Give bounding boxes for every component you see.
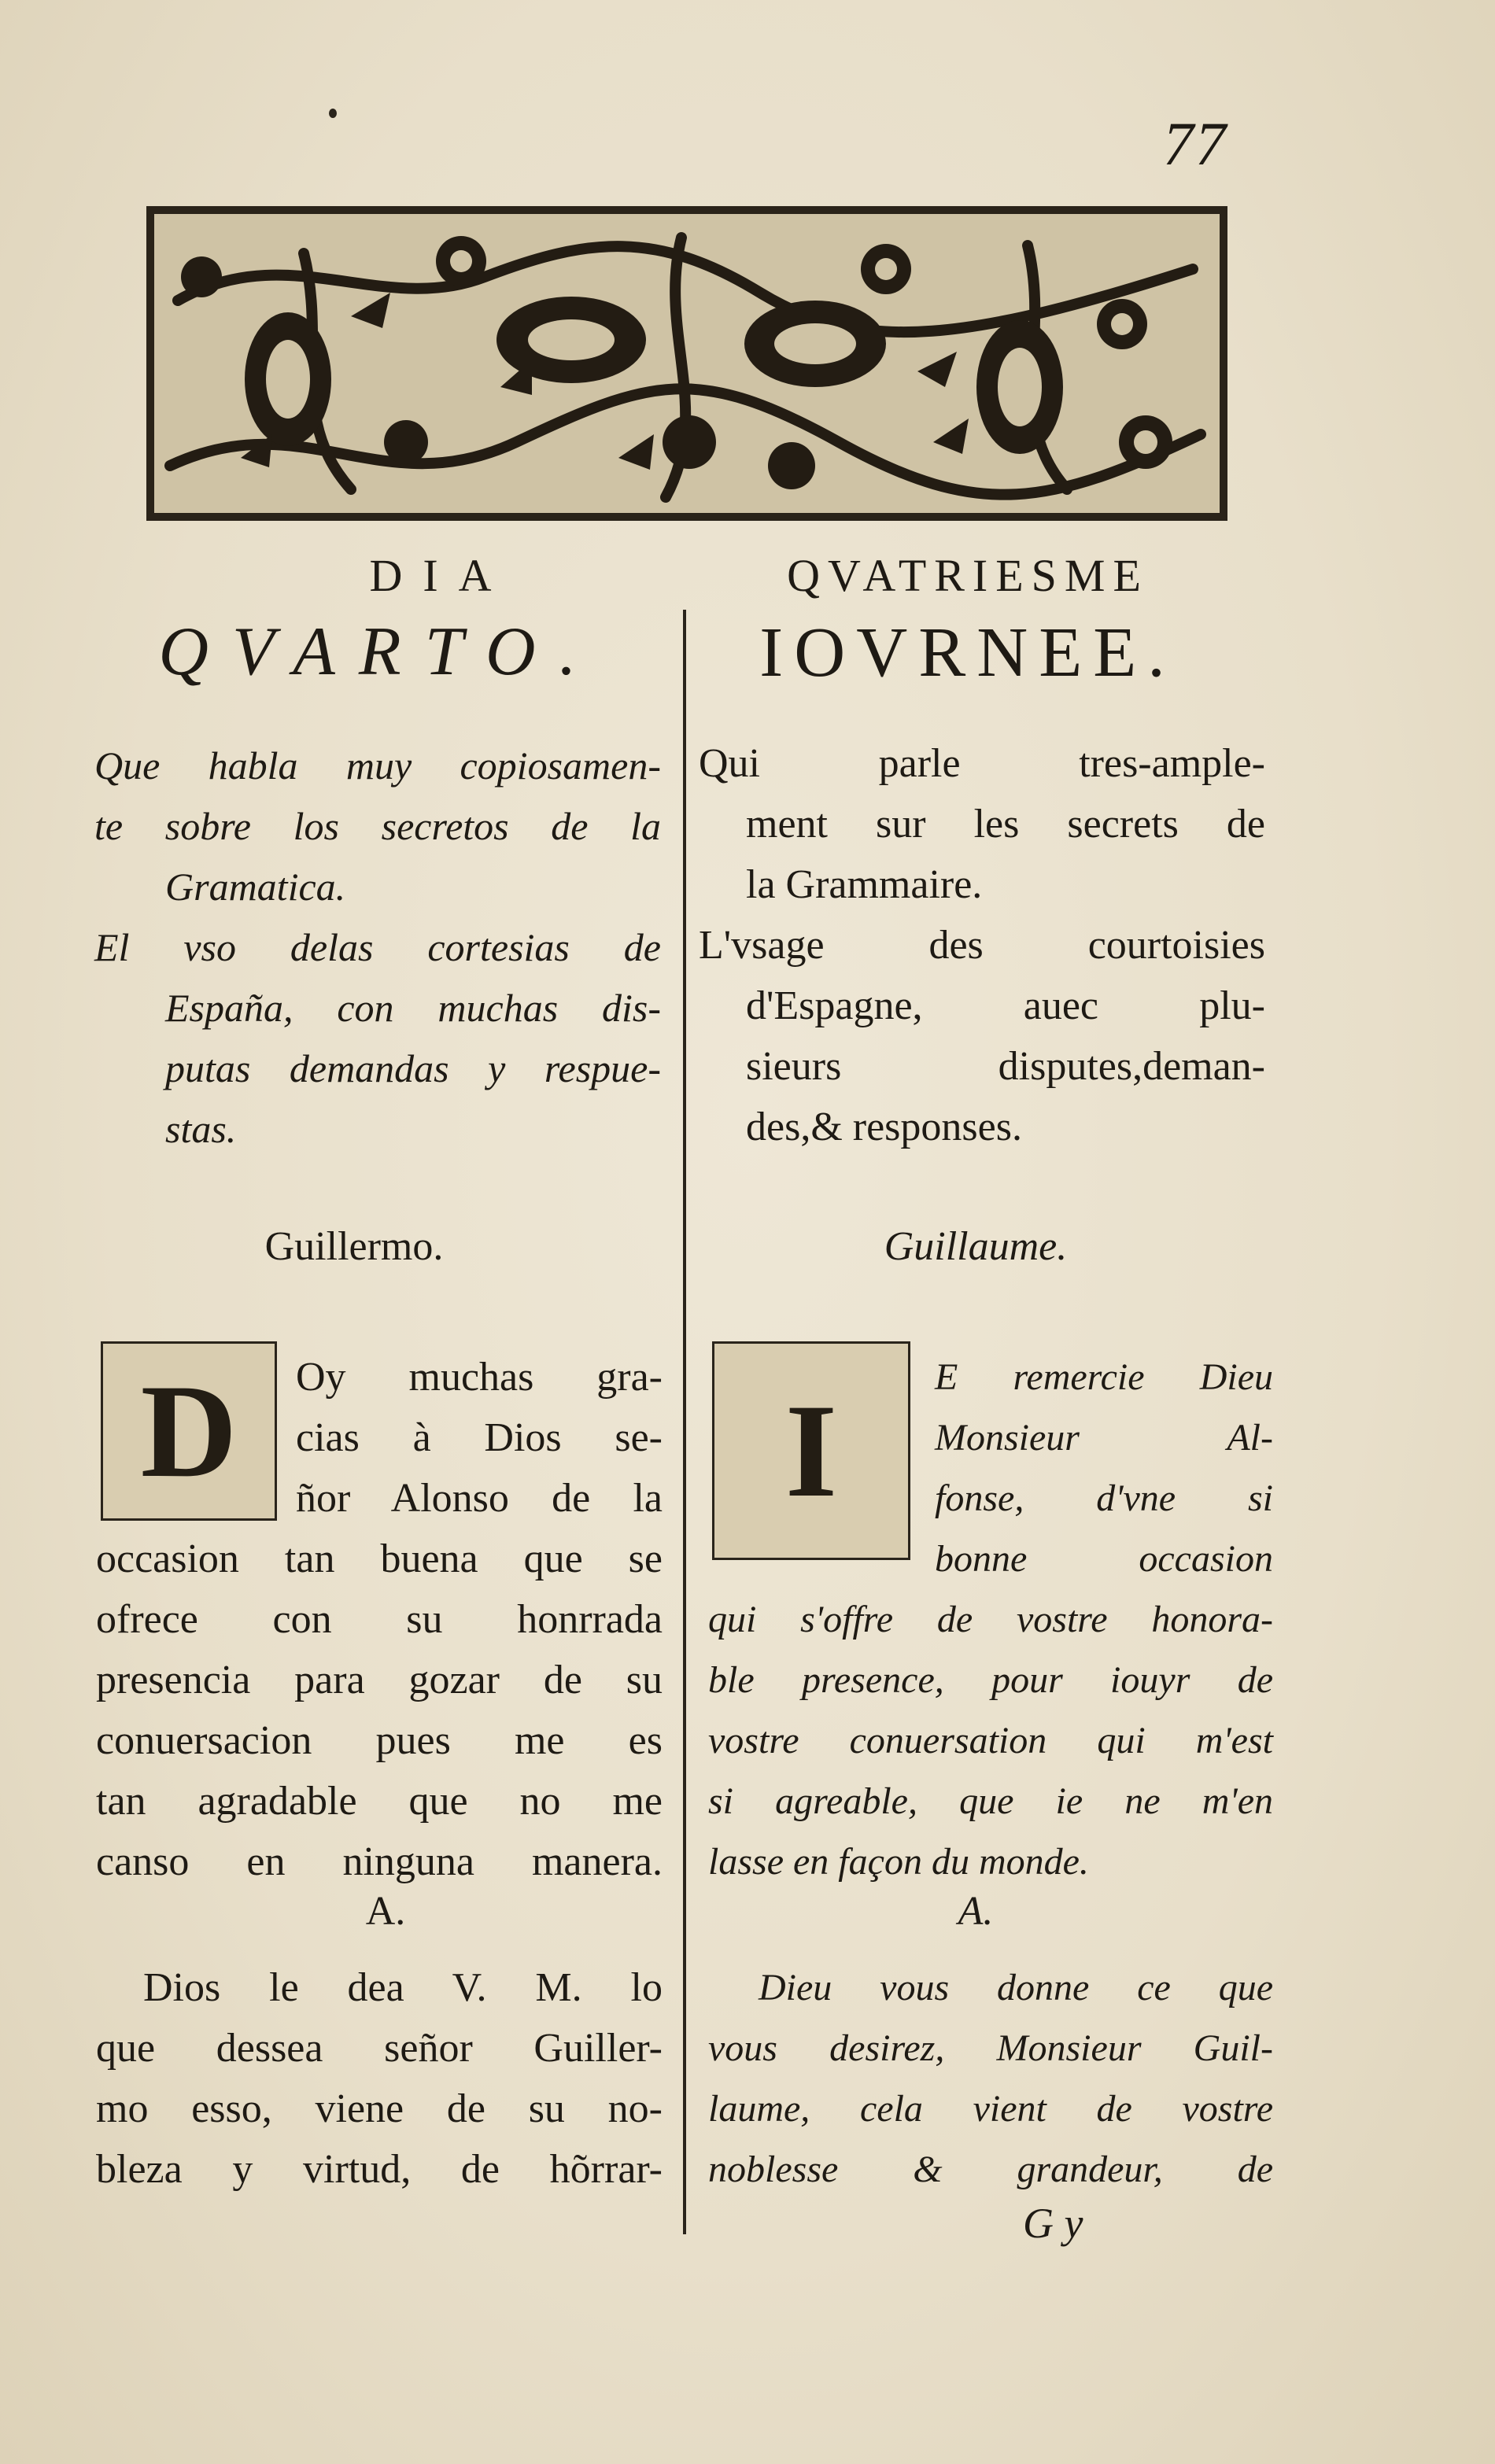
speech-line: fonse, d'vne si bbox=[935, 1477, 1273, 1519]
floral-headpiece-ornament bbox=[146, 206, 1227, 521]
speech-line: occasion tan buena que se bbox=[96, 1536, 663, 1581]
speech-line: ofrece con su honrrada bbox=[96, 1597, 663, 1642]
spanish-heading-fourth: QVARTO. bbox=[158, 614, 600, 690]
summary-line: Qui parle tres-ample- bbox=[699, 741, 1265, 786]
speech-line: Dios le dea V. M. lo bbox=[143, 1965, 663, 2010]
french-heading-fourth: QVATRIESME bbox=[787, 550, 1149, 601]
summary-line: El vso delas cortesias de bbox=[94, 925, 661, 969]
spanish-speaker-a: A. bbox=[365, 1889, 406, 1934]
speech-line: ñor Alonso de la bbox=[296, 1476, 663, 1521]
french-summary bbox=[699, 733, 1265, 1157]
speech-line: vous desirez, Monsieur Guil- bbox=[708, 2027, 1273, 2069]
speech-line: Monsieur Al- bbox=[935, 1417, 1273, 1459]
summary-line: la Grammaire. bbox=[746, 862, 983, 907]
dropcap-letter: I bbox=[784, 1376, 838, 1525]
summary-line: España, con muchas dis- bbox=[165, 986, 661, 1030]
speech-line: tan agradable que no me bbox=[96, 1779, 663, 1824]
speech-line: vostre conuersation qui m'est bbox=[708, 1720, 1273, 1761]
summary-line: ment sur les secrets de bbox=[746, 802, 1265, 847]
speech-line: canso en ninguna manera. bbox=[96, 1839, 663, 1884]
speech-line: si agreable, que ie ne m'en bbox=[708, 1780, 1273, 1822]
spanish-dropcap bbox=[101, 1341, 277, 1521]
french-speaker-guillaume: Guillaume. bbox=[884, 1224, 1068, 1269]
dropcap-letter: D bbox=[140, 1356, 238, 1505]
speech-line: noblesse & grandeur, de bbox=[708, 2149, 1273, 2190]
french-heading-day: IOVRNEE. bbox=[759, 614, 1176, 692]
speech-line: conuersacion pues me es bbox=[96, 1718, 663, 1763]
speech-line: E remercie Dieu bbox=[935, 1356, 1273, 1398]
speech-line: Dieu vous donne ce que bbox=[759, 1967, 1273, 2008]
speech-line: presencia para gozar de su bbox=[96, 1658, 663, 1702]
signature-mark: G y bbox=[1023, 2200, 1083, 2247]
summary-line: L'vsage des courtoisies bbox=[699, 923, 1265, 968]
spanish-speech-indented bbox=[296, 1347, 663, 1529]
speech-line: laume, cela vient de vostre bbox=[708, 2088, 1273, 2130]
spanish-speaker-guillermo: Guillermo. bbox=[264, 1224, 444, 1269]
summary-line: stas. bbox=[165, 1107, 237, 1151]
page-number: 77 bbox=[1163, 109, 1227, 178]
column-divider bbox=[683, 610, 686, 2234]
spanish-speech-reply bbox=[96, 1957, 663, 2200]
french-dropcap bbox=[712, 1341, 910, 1560]
spanish-summary bbox=[94, 736, 661, 1160]
speech-line: bleza y virtud, de hõrrar- bbox=[96, 2147, 663, 2192]
speech-line: Oy muchas gra- bbox=[296, 1355, 663, 1400]
french-speech-reply bbox=[708, 1957, 1273, 2200]
spanish-heading-day: DIA bbox=[369, 550, 512, 601]
french-speech bbox=[708, 1589, 1273, 1892]
french-speech-indented bbox=[935, 1347, 1273, 1589]
speech-line: cias à Dios se- bbox=[296, 1415, 663, 1460]
summary-line: sieurs disputes,deman- bbox=[746, 1044, 1265, 1089]
speech-line: que dessea señor Guiller- bbox=[96, 2026, 663, 2071]
spanish-speech bbox=[96, 1529, 663, 1892]
summary-line: putas demandas y respue- bbox=[165, 1046, 661, 1090]
french-speaker-a: A. bbox=[958, 1889, 994, 1934]
ink-dot bbox=[329, 109, 337, 118]
speech-line: lasse en façon du monde. bbox=[708, 1841, 1089, 1883]
speech-line: mo esso, viene de su no- bbox=[96, 2086, 663, 2131]
speech-line: qui s'offre de vostre honora- bbox=[708, 1599, 1273, 1640]
summary-line: te sobre los secretos de la bbox=[94, 804, 661, 848]
summary-line: des,& responses. bbox=[746, 1105, 1022, 1149]
summary-line: Gramatica. bbox=[165, 865, 346, 909]
speech-line: ble presence, pour iouyr de bbox=[708, 1659, 1273, 1701]
summary-line: d'Espagne, auec plu- bbox=[746, 983, 1265, 1028]
speech-line: bonne occasion bbox=[935, 1538, 1273, 1580]
summary-line: Que habla muy copiosamen- bbox=[94, 743, 661, 788]
